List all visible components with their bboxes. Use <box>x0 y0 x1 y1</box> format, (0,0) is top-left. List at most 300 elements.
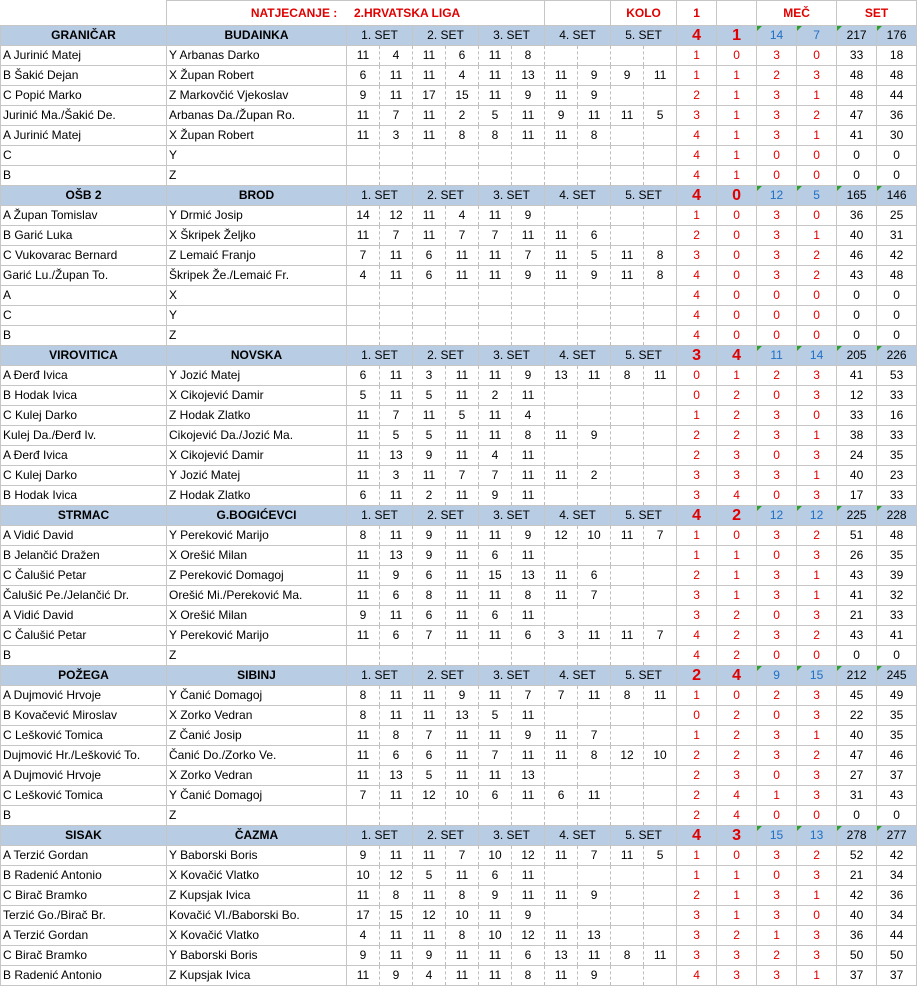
game-points-home: 33 <box>837 46 877 66</box>
set-point-cell: 11 <box>644 366 677 386</box>
game-row <box>1 386 917 406</box>
sets-home: 3 <box>757 206 797 226</box>
set-point-cell: 9 <box>479 486 512 506</box>
set-column-label: 2. SET <box>413 506 479 526</box>
set-point-cell: 2 <box>446 106 479 126</box>
game-row <box>1 266 917 286</box>
set-point-cell: 11 <box>611 266 644 286</box>
set-point-cell: 11 <box>347 726 380 746</box>
running-match-away: 2 <box>717 406 757 426</box>
set-point-cell: 12 <box>380 866 413 886</box>
set-point-cell: 5 <box>446 406 479 426</box>
set-point-cell <box>644 706 677 726</box>
player-away: X Cikojević Damir <box>167 386 347 406</box>
set-point-cell <box>644 206 677 226</box>
sets-home: 0 <box>757 446 797 466</box>
running-match-home: 2 <box>677 426 717 446</box>
set-point-cell: 7 <box>512 686 545 706</box>
player-away: X <box>167 286 347 306</box>
set-column-label: 4. SET <box>545 26 611 46</box>
set-point-cell <box>644 166 677 186</box>
game-points-home: 33 <box>837 406 877 426</box>
set-point-cell: 9 <box>512 526 545 546</box>
player-away: X Župan Robert <box>167 126 347 146</box>
player-away: X Zorko Vedran <box>167 706 347 726</box>
set-point-cell: 7 <box>380 226 413 246</box>
running-match-home: 3 <box>677 906 717 926</box>
set-point-cell <box>479 646 512 666</box>
set-point-cell: 5 <box>413 426 446 446</box>
set-point-cell: 11 <box>578 786 611 806</box>
set-point-cell: 11 <box>545 126 578 146</box>
set-point-cell <box>644 486 677 506</box>
set-point-cell: 4 <box>347 266 380 286</box>
set-label: SET <box>837 1 917 26</box>
set-point-cell <box>479 286 512 306</box>
game-points-away: 36 <box>877 886 917 906</box>
game-row <box>1 966 917 986</box>
sets-home: 0 <box>757 166 797 186</box>
set-point-cell <box>413 306 446 326</box>
set-point-cell <box>545 46 578 66</box>
player-away: X Orešić Milan <box>167 546 347 566</box>
game-row <box>1 166 917 186</box>
running-match-away: 2 <box>717 606 757 626</box>
sets-home: 3 <box>757 246 797 266</box>
set-point-cell <box>611 866 644 886</box>
set-point-cell <box>545 486 578 506</box>
match-header-row <box>1 346 917 366</box>
sets-home: 3 <box>757 746 797 766</box>
set-point-cell: 11 <box>446 546 479 566</box>
set-column-label: 3. SET <box>479 26 545 46</box>
sets-away: 3 <box>797 446 837 466</box>
sets-home: 0 <box>757 606 797 626</box>
set-column-label: 1. SET <box>347 186 413 206</box>
sets-away: 2 <box>797 106 837 126</box>
set-point-cell: 11 <box>380 386 413 406</box>
set-point-cell: 11 <box>545 226 578 246</box>
competition-value: 2.HRVATSKA LIGA <box>353 6 461 20</box>
running-match-away: 1 <box>717 86 757 106</box>
set-point-cell: 11 <box>611 526 644 546</box>
set-point-cell: 9 <box>611 66 644 86</box>
sets-won-home: 11 <box>757 346 797 366</box>
sets-away: 3 <box>797 366 837 386</box>
set-point-cell: 7 <box>380 406 413 426</box>
set-point-cell <box>578 546 611 566</box>
set-point-cell: 11 <box>413 686 446 706</box>
match-header-row <box>1 666 917 686</box>
sets-away: 3 <box>797 786 837 806</box>
set-point-cell: 11 <box>347 566 380 586</box>
sets-home: 2 <box>757 686 797 706</box>
game-row <box>1 686 917 706</box>
set-point-cell: 13 <box>446 706 479 726</box>
running-match-home: 2 <box>677 886 717 906</box>
set-point-cell <box>644 866 677 886</box>
running-match-home: 2 <box>677 786 717 806</box>
set-point-cell: 8 <box>611 946 644 966</box>
sets-won-home: 14 <box>757 26 797 46</box>
set-point-cell <box>611 86 644 106</box>
sets-home: 0 <box>757 546 797 566</box>
set-point-cell: 10 <box>479 926 512 946</box>
set-point-cell: 11 <box>446 446 479 466</box>
match-score-away: 4 <box>717 666 757 686</box>
set-point-cell: 11 <box>644 66 677 86</box>
game-points-away: 33 <box>877 426 917 446</box>
set-point-cell: 6 <box>413 266 446 286</box>
set-point-cell: 6 <box>512 946 545 966</box>
player-home: C Čalušić Petar <box>1 566 167 586</box>
sets-away: 2 <box>797 846 837 866</box>
game-points-home: 24 <box>837 446 877 466</box>
sets-away: 2 <box>797 266 837 286</box>
player-away: Škripek Že./Lemaić Fr. <box>167 266 347 286</box>
sets-away: 0 <box>797 906 837 926</box>
set-point-cell: 11 <box>578 686 611 706</box>
set-point-cell: 8 <box>644 246 677 266</box>
game-row <box>1 466 917 486</box>
set-point-cell <box>479 166 512 186</box>
set-point-cell: 11 <box>479 266 512 286</box>
game-points-away: 34 <box>877 906 917 926</box>
set-point-cell <box>545 906 578 926</box>
set-point-cell <box>578 146 611 166</box>
set-point-cell: 11 <box>446 366 479 386</box>
set-point-cell <box>611 586 644 606</box>
set-point-cell <box>644 906 677 926</box>
set-point-cell: 7 <box>446 466 479 486</box>
game-points-away: 16 <box>877 406 917 426</box>
set-point-cell <box>446 166 479 186</box>
player-away: Arbanas Da./Župan Ro. <box>167 106 347 126</box>
set-point-cell <box>611 806 644 826</box>
set-point-cell: 9 <box>347 846 380 866</box>
set-point-cell <box>578 386 611 406</box>
game-points-home: 51 <box>837 526 877 546</box>
running-match-away: 1 <box>717 566 757 586</box>
set-point-cell <box>512 146 545 166</box>
sets-away: 3 <box>797 686 837 706</box>
set-point-cell <box>512 306 545 326</box>
set-point-cell: 11 <box>347 746 380 766</box>
set-point-cell <box>578 46 611 66</box>
set-point-cell <box>479 806 512 826</box>
set-point-cell <box>512 806 545 826</box>
player-away: X Škripek Željko <box>167 226 347 246</box>
set-column-label: 2. SET <box>413 346 479 366</box>
set-point-cell: 11 <box>479 366 512 386</box>
running-match-home: 4 <box>677 326 717 346</box>
set-point-cell <box>347 166 380 186</box>
game-points-home: 38 <box>837 426 877 446</box>
set-point-cell: 9 <box>347 946 380 966</box>
set-point-cell: 6 <box>479 546 512 566</box>
running-match-away: 1 <box>717 126 757 146</box>
match-score-away: 0 <box>717 186 757 206</box>
set-point-cell: 8 <box>479 126 512 146</box>
set-point-cell <box>611 706 644 726</box>
player-home: Kulej Da./Đerđ Iv. <box>1 426 167 446</box>
set-point-cell: 11 <box>347 966 380 986</box>
set-point-cell: 6 <box>578 566 611 586</box>
set-point-cell: 9 <box>347 86 380 106</box>
set-point-cell: 6 <box>512 626 545 646</box>
set-column-label: 4. SET <box>545 186 611 206</box>
set-point-cell <box>644 226 677 246</box>
running-match-away: 3 <box>717 946 757 966</box>
set-point-cell: 11 <box>512 746 545 766</box>
running-match-home: 1 <box>677 206 717 226</box>
player-home: A Đerđ Ivica <box>1 446 167 466</box>
sets-away: 1 <box>797 886 837 906</box>
game-points-home: 12 <box>837 386 877 406</box>
player-home: A Jurinić Matej <box>1 46 167 66</box>
set-point-cell: 11 <box>380 686 413 706</box>
running-match-away: 1 <box>717 166 757 186</box>
set-point-cell: 11 <box>479 66 512 86</box>
set-point-cell: 13 <box>380 766 413 786</box>
running-match-away: 1 <box>717 886 757 906</box>
set-point-cell: 11 <box>446 946 479 966</box>
set-point-cell: 11 <box>545 426 578 446</box>
player-away: X Kovačić Vlatko <box>167 926 347 946</box>
running-match-home: 3 <box>677 486 717 506</box>
set-point-cell: 11 <box>413 66 446 86</box>
sets-home: 1 <box>757 786 797 806</box>
set-point-cell: 11 <box>446 566 479 586</box>
set-column-label: 2. SET <box>413 666 479 686</box>
set-point-cell <box>545 806 578 826</box>
set-point-cell: 15 <box>380 906 413 926</box>
set-point-cell <box>611 226 644 246</box>
game-row <box>1 606 917 626</box>
set-point-cell: 11 <box>413 706 446 726</box>
set-point-cell: 9 <box>578 966 611 986</box>
home-team: STRMAC <box>1 506 167 526</box>
set-point-cell: 7 <box>644 626 677 646</box>
set-point-cell <box>611 546 644 566</box>
set-point-cell: 11 <box>479 686 512 706</box>
running-match-home: 1 <box>677 866 717 886</box>
sets-won-away: 13 <box>797 826 837 846</box>
game-points-home: 21 <box>837 606 877 626</box>
game-row <box>1 206 917 226</box>
set-point-cell: 3 <box>380 126 413 146</box>
player-away: Cikojević Da./Jozić Ma. <box>167 426 347 446</box>
set-point-cell: 11 <box>479 726 512 746</box>
set-point-cell <box>611 406 644 426</box>
player-away: Z Lemaić Franjo <box>167 246 347 266</box>
player-home: C Kulej Darko <box>1 466 167 486</box>
set-point-cell: 10 <box>446 786 479 806</box>
set-column-label: 3. SET <box>479 346 545 366</box>
set-point-cell: 8 <box>347 706 380 726</box>
points-away: 176 <box>877 26 917 46</box>
set-point-cell: 11 <box>611 106 644 126</box>
set-point-cell <box>545 286 578 306</box>
sets-home: 0 <box>757 646 797 666</box>
player-away: Y Jozić Matej <box>167 366 347 386</box>
set-point-cell <box>611 466 644 486</box>
set-point-cell: 5 <box>347 386 380 406</box>
set-column-label: 1. SET <box>347 826 413 846</box>
set-point-cell: 6 <box>347 66 380 86</box>
game-points-home: 0 <box>837 166 877 186</box>
set-point-cell <box>611 646 644 666</box>
sets-won-home: 12 <box>757 506 797 526</box>
match-score-home: 4 <box>677 826 717 846</box>
player-away: Z Kupsjak Ivica <box>167 966 347 986</box>
sets-home: 3 <box>757 406 797 426</box>
sets-home: 0 <box>757 866 797 886</box>
player-home: B Kovačević Miroslav <box>1 706 167 726</box>
set-point-cell <box>578 646 611 666</box>
game-points-home: 0 <box>837 646 877 666</box>
set-point-cell: 8 <box>611 686 644 706</box>
set-point-cell: 11 <box>380 526 413 546</box>
set-point-cell: 8 <box>413 586 446 606</box>
player-home: Terzić Go./Birač Br. <box>1 906 167 926</box>
set-point-cell: 10 <box>347 866 380 886</box>
set-point-cell: 11 <box>347 466 380 486</box>
sets-home: 0 <box>757 486 797 506</box>
set-point-cell <box>413 646 446 666</box>
sets-home: 3 <box>757 586 797 606</box>
competition-label: NATJECANJE : <box>250 6 338 20</box>
set-point-cell <box>644 46 677 66</box>
running-match-home: 4 <box>677 126 717 146</box>
player-home: Čalušić Pe./Jelančić Dr. <box>1 586 167 606</box>
sets-home: 3 <box>757 426 797 446</box>
running-match-home: 2 <box>677 226 717 246</box>
game-points-home: 40 <box>837 226 877 246</box>
game-points-away: 37 <box>877 766 917 786</box>
set-point-cell: 5 <box>644 846 677 866</box>
game-points-home: 43 <box>837 626 877 646</box>
game-row <box>1 886 917 906</box>
sets-away: 3 <box>797 926 837 946</box>
set-point-cell: 11 <box>446 526 479 546</box>
set-point-cell: 11 <box>347 426 380 446</box>
set-point-cell <box>644 446 677 466</box>
player-away: Kovačić Vl./Baborski Bo. <box>167 906 347 926</box>
game-points-home: 0 <box>837 286 877 306</box>
set-point-cell: 8 <box>446 926 479 946</box>
game-row <box>1 546 917 566</box>
set-point-cell <box>611 966 644 986</box>
player-home: A Jurinić Matej <box>1 126 167 146</box>
game-row <box>1 86 917 106</box>
set-point-cell: 11 <box>380 86 413 106</box>
game-row <box>1 926 917 946</box>
set-point-cell: 11 <box>380 706 413 726</box>
running-match-away: 1 <box>717 106 757 126</box>
set-point-cell <box>611 286 644 306</box>
round-value: 1 <box>677 1 717 26</box>
player-home: B <box>1 646 167 666</box>
game-row <box>1 846 917 866</box>
running-match-away: 0 <box>717 326 757 346</box>
set-point-cell: 6 <box>413 246 446 266</box>
player-away: Y Drmić Josip <box>167 206 347 226</box>
game-row <box>1 786 917 806</box>
game-points-away: 48 <box>877 526 917 546</box>
game-points-away: 35 <box>877 706 917 726</box>
set-point-cell: 6 <box>479 606 512 626</box>
set-point-cell: 11 <box>578 106 611 126</box>
set-point-cell: 11 <box>380 366 413 386</box>
sets-won-away: 5 <box>797 186 837 206</box>
player-home: A Dujmović Hrvoje <box>1 686 167 706</box>
set-point-cell: 13 <box>380 446 413 466</box>
set-point-cell <box>611 566 644 586</box>
set-point-cell: 11 <box>578 626 611 646</box>
sets-away: 1 <box>797 426 837 446</box>
game-row <box>1 766 917 786</box>
set-column-label: 3. SET <box>479 186 545 206</box>
game-points-home: 0 <box>837 326 877 346</box>
sets-away: 1 <box>797 726 837 746</box>
set-point-cell: 12 <box>512 926 545 946</box>
set-point-cell <box>380 286 413 306</box>
game-row <box>1 626 917 646</box>
set-point-cell: 12 <box>545 526 578 546</box>
set-point-cell: 8 <box>512 46 545 66</box>
game-points-home: 50 <box>837 946 877 966</box>
set-point-cell <box>347 306 380 326</box>
game-points-home: 0 <box>837 806 877 826</box>
game-points-away: 44 <box>877 86 917 106</box>
set-point-cell <box>611 46 644 66</box>
set-point-cell: 11 <box>446 386 479 406</box>
game-row <box>1 146 917 166</box>
player-home: Jurinić Ma./Šakić De. <box>1 106 167 126</box>
set-point-cell <box>644 966 677 986</box>
home-team: SISAK <box>1 826 167 846</box>
game-points-away: 42 <box>877 846 917 866</box>
set-point-cell: 11 <box>413 226 446 246</box>
set-point-cell: 3 <box>545 626 578 646</box>
set-point-cell: 11 <box>347 766 380 786</box>
set-point-cell: 6 <box>380 746 413 766</box>
set-point-cell: 6 <box>347 486 380 506</box>
set-point-cell: 11 <box>512 226 545 246</box>
set-point-cell: 6 <box>413 606 446 626</box>
set-point-cell: 11 <box>446 606 479 626</box>
set-point-cell: 11 <box>512 446 545 466</box>
game-row <box>1 746 917 766</box>
player-home: C Birač Bramko <box>1 886 167 906</box>
game-points-away: 23 <box>877 466 917 486</box>
set-point-cell <box>512 166 545 186</box>
set-point-cell: 3 <box>413 366 446 386</box>
set-point-cell <box>413 806 446 826</box>
set-point-cell <box>380 326 413 346</box>
set-point-cell: 11 <box>512 486 545 506</box>
running-match-away: 0 <box>717 226 757 246</box>
set-point-cell <box>644 546 677 566</box>
game-points-away: 0 <box>877 286 917 306</box>
player-home: C Vukovarac Bernard <box>1 246 167 266</box>
match-header-row <box>1 26 917 46</box>
game-row <box>1 566 917 586</box>
running-match-away: 2 <box>717 426 757 446</box>
set-point-cell: 11 <box>413 406 446 426</box>
set-point-cell: 9 <box>578 66 611 86</box>
